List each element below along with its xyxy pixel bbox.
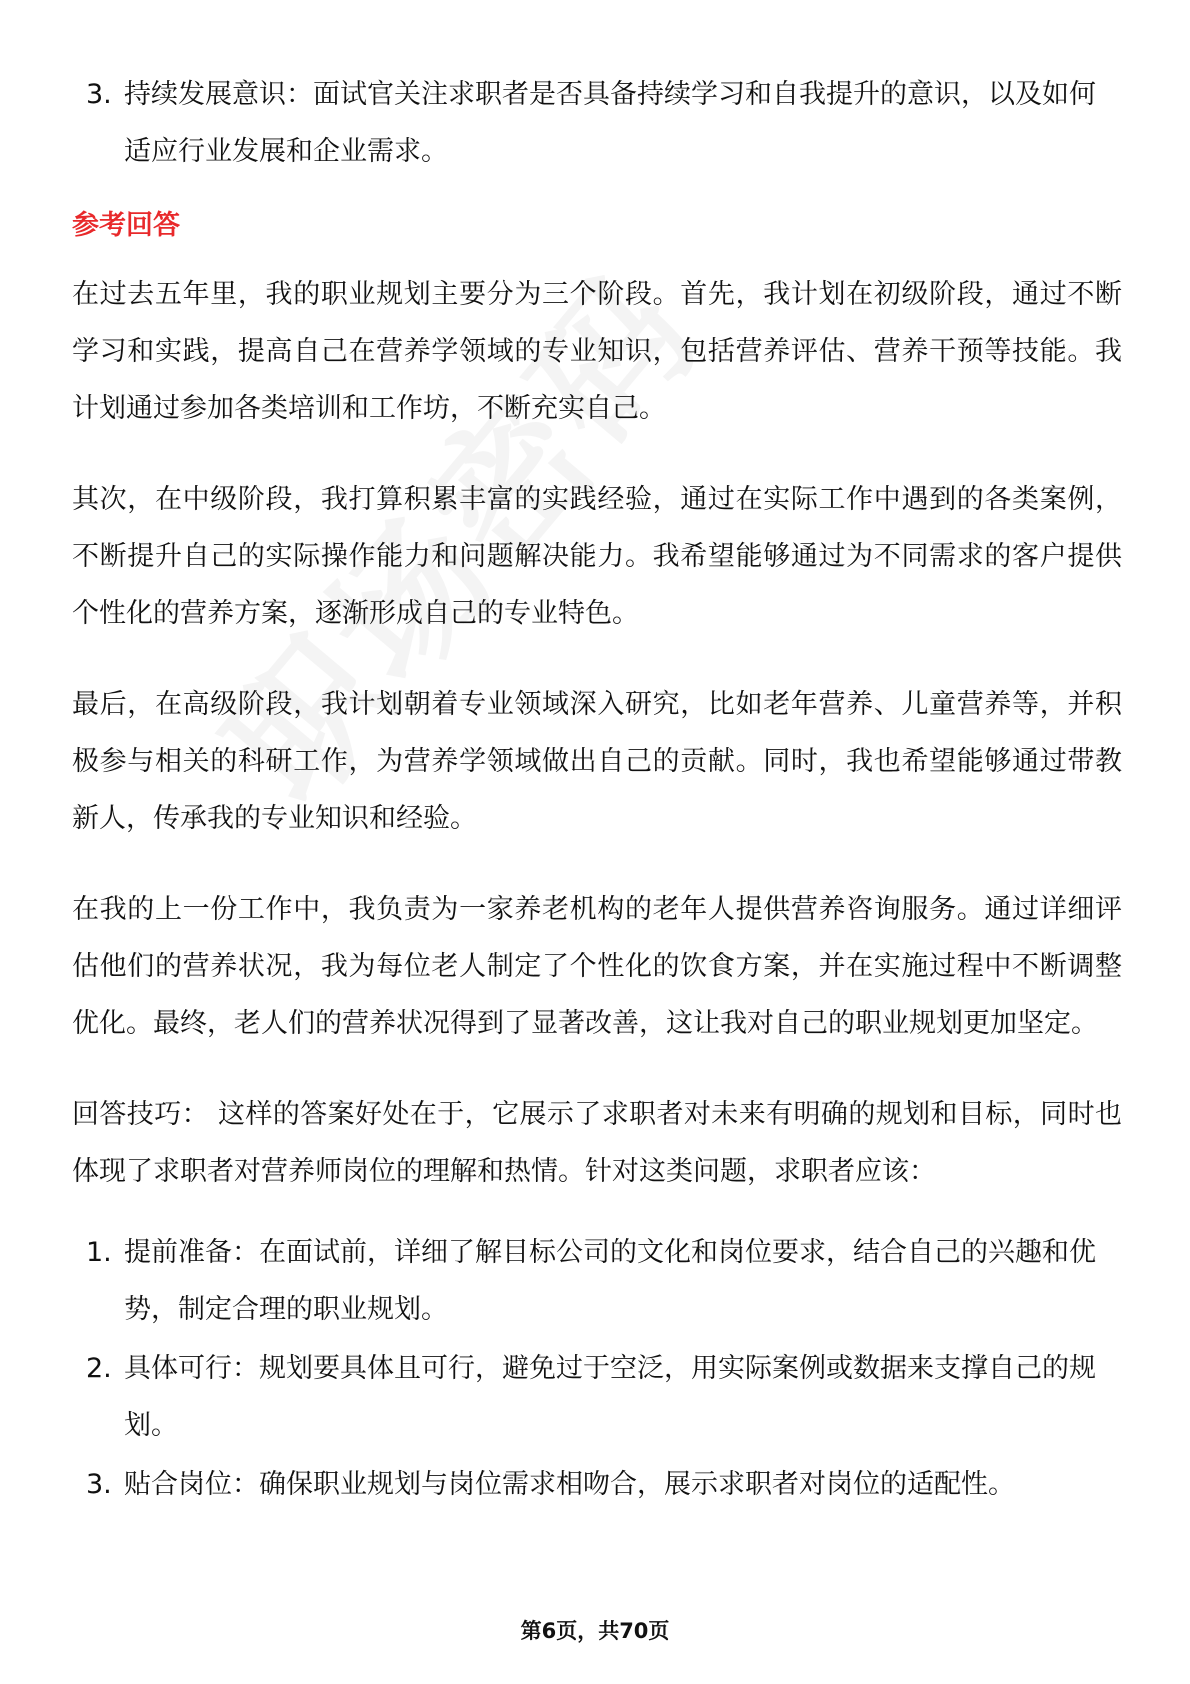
list-text: 贴合岗位：确保职业规划与岗位需求相吻合，展示求职者对岗位的适配性。 [124,1469,1015,1500]
tips-list [72,1224,1122,1513]
answer-paragraph-2: 其次，在中级阶段，我打算积累丰富的实践经验，通过在实际工作中遇到的各类案例，不断提升自己的实际操作能力和问题解决能力。我希望能够通过为不同需求的客户提供个性化的营养方案，逐渐形成自己的专业特色。 [72,484,1122,629]
answer-paragraph-3: 最后，在高级阶段，我计划朝着专业领域深入研究，比如老年营养、儿童营养等，并积极参与相关的科研工作，为营养学领域做出自己的贡献。同时，我也希望能够通过带教新人，传承我的专业知识和经验。 [72,689,1122,834]
list-number: 2. [86,1353,112,1384]
list-item [72,1224,1122,1338]
list-text: 具体可行：规划要具体且可行，避免过于空泛，用实际案例或数据来支撑自己的规划。 [124,1353,1096,1441]
list-item [72,66,1122,180]
list-number: 3. [86,1469,112,1500]
answer-paragraph-4: 在我的上一份工作中，我负责为一家养老机构的老年人提供营养咨询服务。通过详细评估他们的营养状况，我为每位老人制定了个性化的饮食方案，并在实施过程中不断调整优化。最终，老人们的营养状况得到了显著改善，这让我对自己的职业规划更加坚定。 [72,894,1122,1039]
page-content [72,66,1122,1515]
page-number-footer: 第6页，共70页 [520,1619,670,1643]
list-text: 持续发展意识：面试官关注求职者是否具备持续学习和自我提升的意识，以及如何适应行业发展和企业需求。 [124,79,1096,167]
list-item [72,1340,1122,1454]
list-number: 3. [86,79,112,110]
list-text: 提前准备：在面试前，详细了解目标公司的文化和岗位要求，结合自己的兴趣和优势，制定合理的职业规划。 [124,1237,1096,1325]
section-title: 参考回答 [72,210,180,241]
list-item [72,1456,1122,1513]
list-number: 1. [86,1237,112,1268]
answer-paragraph-1: 在过去五年里，我的职业规划主要分为三个阶段。首先，我计划在初级阶段，通过不断学习和实践，提高自己在营养学领域的专业知识，包括营养评估、营养干预等技能。我计划通过参加各类培训和工作坊，不断充实自己。 [72,279,1122,424]
tips-intro: 回答技巧： 这样的答案好处在于，它展示了求职者对未来有明确的规划和目标，同时也体现了求职者对营养师岗位的理解和热情。针对这类问题，求职者应该： [72,1099,1122,1187]
